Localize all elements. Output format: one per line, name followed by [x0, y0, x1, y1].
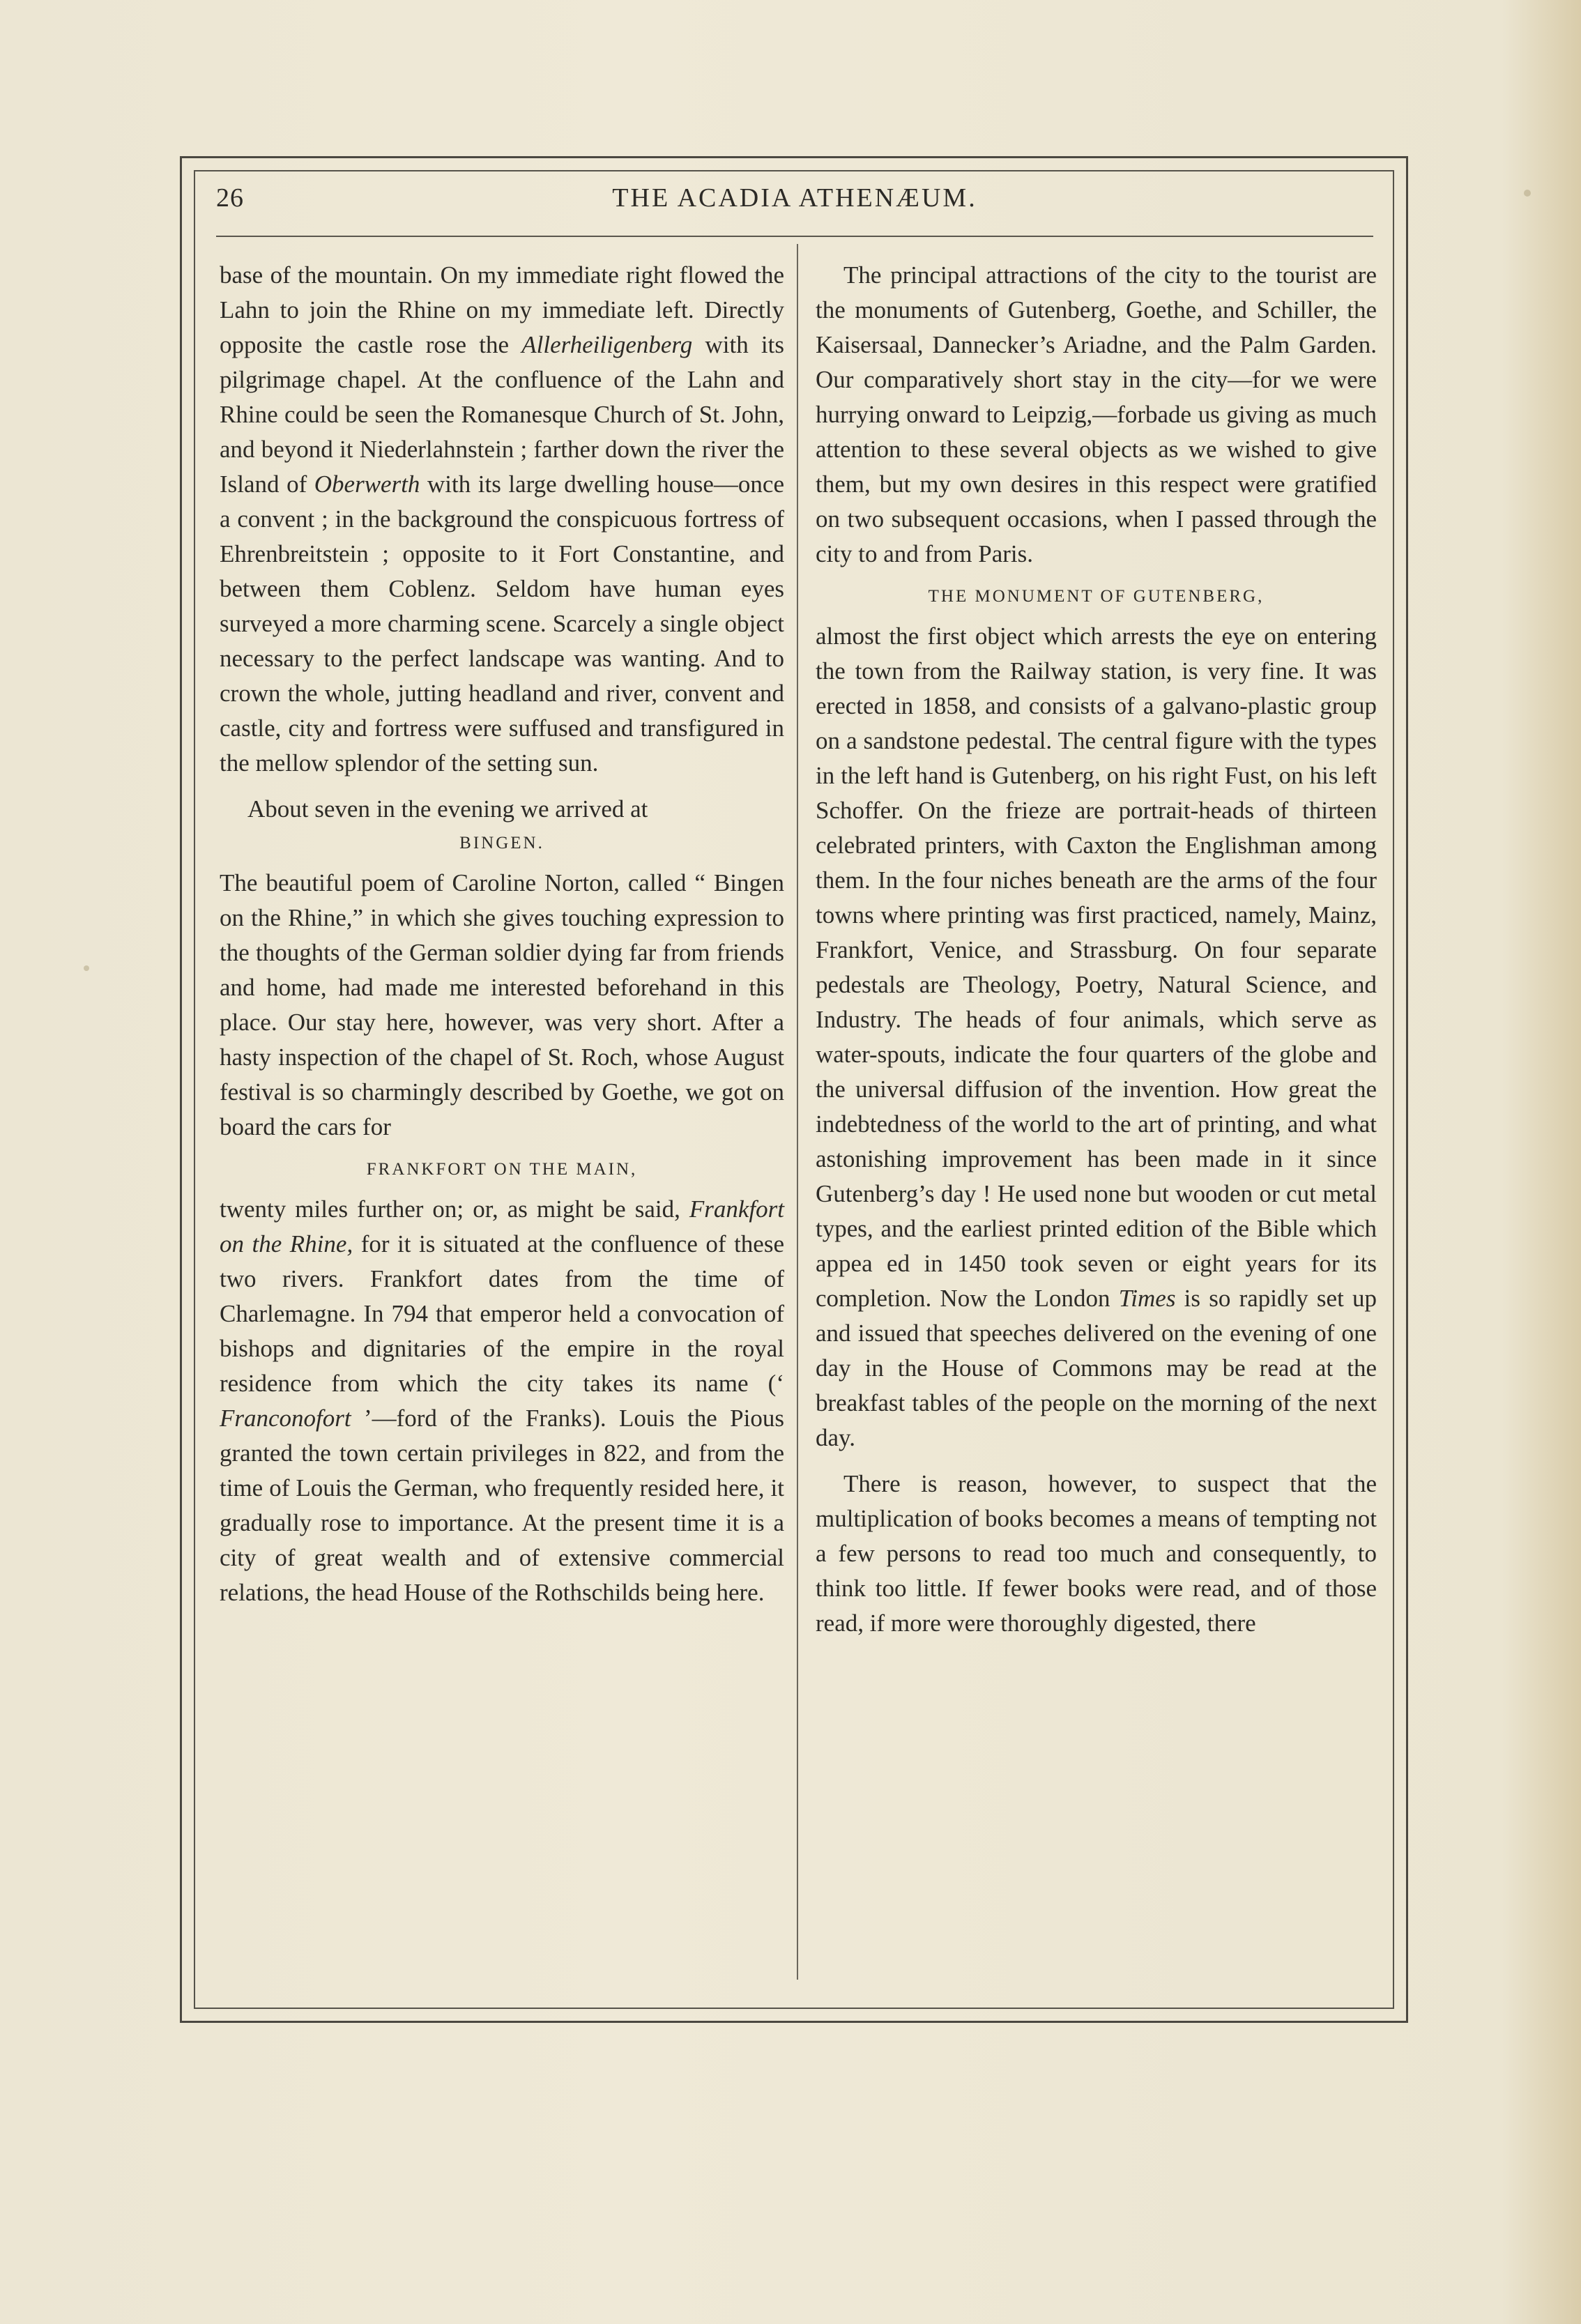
column-divider	[797, 244, 798, 1980]
paragraph: There is reason, however, to suspect that the multiplication of books becomes a means of tempting not a few persons to read too much and consequently, to think too little. If fewer books were read, and of those read, if more were thoroughly digested, there	[816, 1470, 1377, 1637]
page-header	[216, 183, 1373, 224]
running-title: THE ACADIA ATHENÆUM.	[612, 183, 977, 213]
section-heading-monument: THE MONUMENT OF GUTENBERG,	[928, 587, 1265, 606]
paragraph: almost the first object which arrests the eye on entering the town from the Railway station, is very fine. It was erected in 1858, and consists of a galvano-plastic group on a sandstone pedestal. The central figure with the types in the left hand is Gutenberg, on his right Fust, on his left Schoffer. On the frieze are portrait-heads of thirteen celebrated printers, with Caxton the Englishman among them. In the four niches beneath are the arms of the four towns where printing was first practiced, namely, Mainz, Frankfort, Venice, and Strassburg. On four separate pedestals are Theology, Poetry, Natural Science, and Industry. The heads of four animals, which serve as water-spouts, indicate the four quarters of the globe and the universal diffusion of the invention. How great the indebtedness of the world to the art of printing, and what astonishing improvement has been made in it since Gutenberg’s day ! He used none but wooden or cut metal types, and the earliest printed edition of the Bible which appea ed in 1450 took seven or eight years for its completion. Now the London Times is so rapidly set up and issued that speeches delivered on the evening of one day in the House of Commons may be read at the breakfast tables of the people on the morning of the next day.	[816, 622, 1377, 1451]
left-column	[220, 258, 784, 1621]
page-number: 26	[216, 183, 244, 213]
ink-smudge	[1524, 190, 1531, 197]
paragraph: The beautiful poem of Caroline Norton, called “ Bingen on the Rhine,” in which she gives touching expression to the thoughts of the German soldier dying far from friends and home, had made me interested beforehand in this place. Our stay here, however, was very short. After a hasty inspection of the chapel of St. Roch, whose August festival is so charmingly described by Goethe, we got on board the cars for	[220, 869, 784, 1140]
right-column	[816, 258, 1377, 1652]
paragraph: twenty miles further on; or, as might be said, Frankfort on the Rhine, for it is situated at the confluence of these two rivers. Frankfort dates from the time of Charlemagne. In 794 that emperor held a convocation of bishops and dignitaries of the empire in the royal residence from which the city takes its name (‘ Franconofort ’—ford of the Franks). Louis the Pious granted the town certain privileges in 822, and from the time of Louis the German, who frequently resided here, it gradually rose to importance. At the present time it is a city of great wealth and of extensive commercial relations, the head House of the Rothschilds being here.	[220, 1195, 784, 1606]
section-heading-bingen: BINGEN.	[459, 834, 544, 853]
paragraph: The principal attractions of the city to the tourist are the monuments of Gutenberg, Goethe, and Schiller, the Kaisersaal, Dannecker’s Ariadne, and the Palm Garden. Our comparatively short stay in the city—for we were hurrying onward to Leipzig,—forbade us giving as much attention to these several objects as we wished to give them, but my own desires in this respect were gratified on two subsequent occasions, when I passed through the city to and from Paris.	[816, 261, 1377, 567]
paragraph: About seven in the evening we arrived at	[247, 795, 648, 823]
section-heading-frankfort: FRANKFORT ON THE MAIN,	[366, 1160, 638, 1179]
header-rule	[216, 236, 1373, 237]
paragraph: base of the mountain. On my immediate right flowed the Lahn to join the Rhine on my immediate left. Directly opposite the castle rose the Allerheiligenberg with its pilgrimage chapel. At the confluence of the Lahn and Rhine could be seen the Romanesque Church of St. John, and beyond it Niederlahnstein ; farther down the river the Island of Oberwerth with its large dwelling house—once a convent ; in the background the conspicuous fortress of Ehrenbreitstein ; opposite to it Fort Constantine, and between them Coblenz. Seldom have human eyes surveyed a more charming scene. Scarcely a single object necessary to the perfect landscape was wanting. And to crown the whole, jutting headland and river, convent and castle, city and fortress were suffused and transfigured in the mellow splendor of the setting sun.	[220, 261, 784, 777]
ink-smudge	[84, 965, 89, 971]
